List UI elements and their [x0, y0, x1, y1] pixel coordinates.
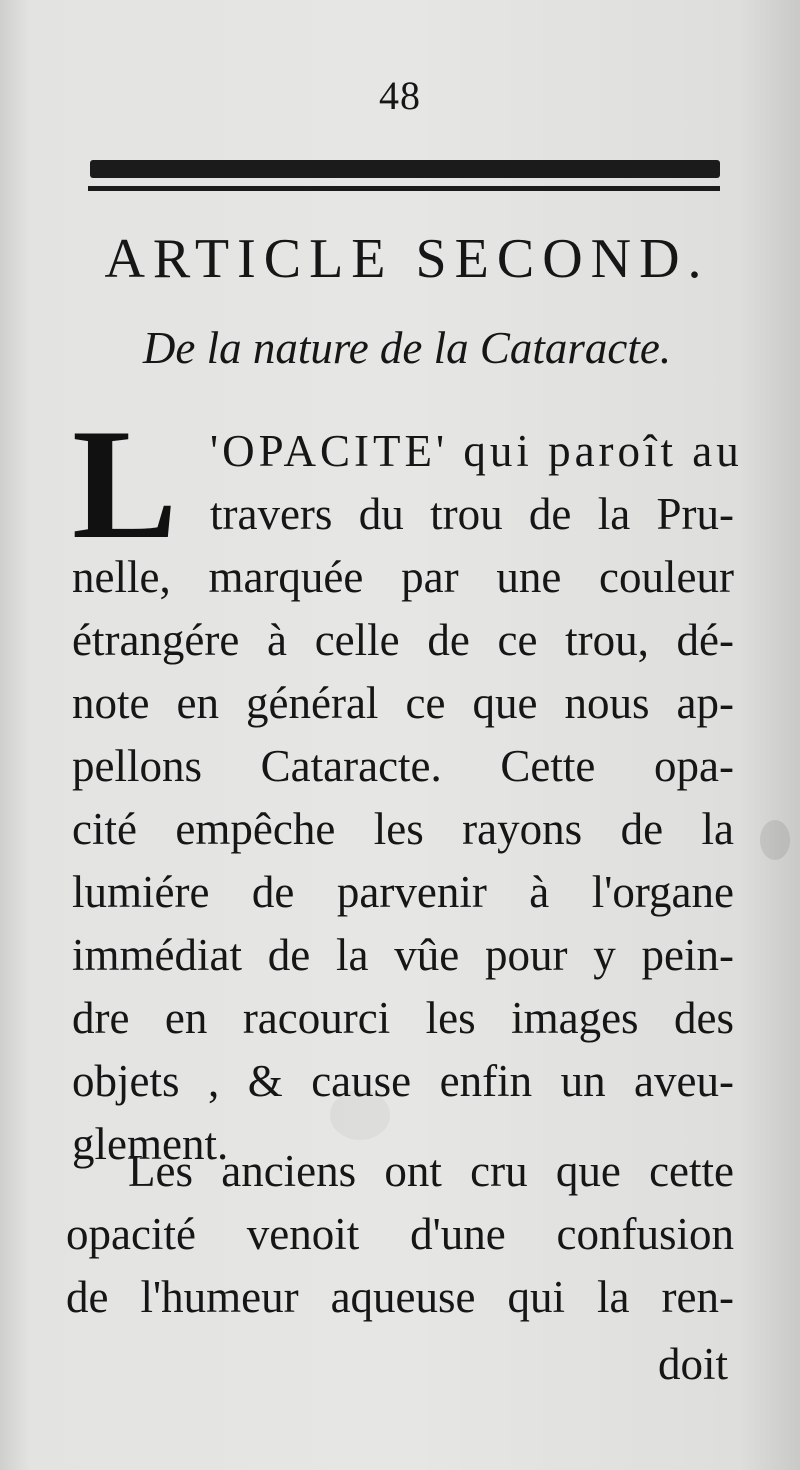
article-subheading: De la nature de la Cataracte. — [142, 323, 672, 373]
text-line: nelle, marquée par une couleur — [72, 552, 734, 602]
paragraph-2 — [66, 1140, 734, 1329]
catchword: doit — [657, 1339, 728, 1389]
header-rule-thick — [90, 160, 720, 178]
text-line: objets , & cause enfin un aveu- — [72, 1056, 734, 1106]
text-line: lumiére de parvenir à l'organe — [72, 867, 734, 917]
text-line: opacité venoit d'une confusion — [66, 1209, 734, 1259]
text-line: immédiat de la vûe pour y pein- — [72, 930, 734, 980]
text-line: travers du trou de la Pru- — [210, 489, 734, 539]
header-rule-thin — [88, 186, 720, 191]
drop-cap: L — [72, 397, 178, 572]
text-line: note en général ce que nous ap- — [72, 678, 734, 728]
text-line: Les anciens ont cru que cette — [128, 1146, 734, 1196]
page-number: 48 — [379, 73, 421, 118]
text-line: de l'humeur aqueuse qui la ren- — [66, 1272, 734, 1322]
text-line: cité empêche les rayons de la — [72, 804, 734, 854]
article-heading: ARTICLE SECOND. — [104, 228, 710, 290]
paper-stain — [760, 820, 790, 860]
text-line: dre en racourci les images des — [72, 993, 734, 1043]
text-line: glement. — [72, 1119, 229, 1169]
text-line: pellons Cataracte. Cette opa- — [72, 741, 734, 791]
text-line: étrangére à celle de ce trou, dé- — [72, 615, 734, 665]
text-line: 'OPACITE' qui paroît au — [210, 426, 743, 476]
paragraph-1 — [72, 397, 743, 1176]
